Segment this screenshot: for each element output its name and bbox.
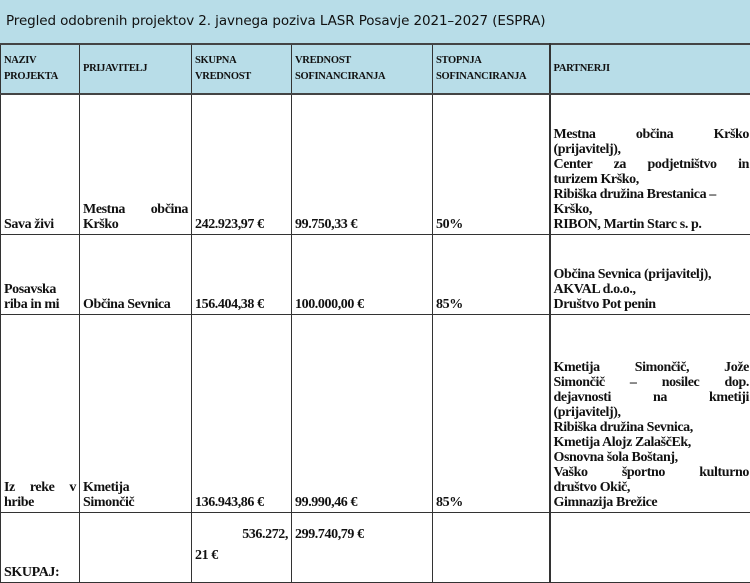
partner-line: Ribiška družina Sevnica, [554,420,750,435]
cell-text: 536.272, [195,527,288,542]
cell-partnerji [550,234,750,314]
total-row [1,512,750,582]
partner-line: Krško, [554,202,750,217]
partner-line: Simončič – nosilec dop. [554,375,750,390]
cell-total-label: SKUPAJ: [1,512,80,582]
table-row [1,314,750,512]
cell-prijavitelj [80,94,192,234]
cell-skupna-vrednost: 136.943,86 € [192,314,292,512]
header-text: VREDNOST [195,71,251,82]
partner-line: Gimnazija Brežice [554,495,750,510]
partner-line: Center za podjetništvo in [554,157,750,172]
header-prijavitelj [80,44,192,94]
cell-text: Krško [83,217,118,232]
table-row [1,234,750,314]
cell-vrednost-sofinanciranja: 100.000,00 € [292,234,433,314]
cell-stopnja: 85% [433,314,550,512]
partner-line: AKVAL d.o.o., [554,282,750,297]
table-header-row [1,44,750,94]
header-text: NAZIV [4,55,36,66]
cell-naziv [1,234,80,314]
cell-partnerji [550,94,750,234]
header-vrednost-sofinanciranja [292,44,433,94]
header-text: SOFINANCIRANJA [436,71,526,82]
partner-line: Kmetija Alojz ZalaščEk, [554,435,750,450]
cell-empty [80,512,192,582]
partner-line: Kmetija Simončič, Jože [554,360,750,375]
cell-text: 21 € [195,548,288,563]
cell-total-sofinanciranje: 299.740,79 € [292,512,433,582]
cell-text: Mestna občina [83,202,188,217]
partner-line: društvo Okič, [554,480,750,495]
cell-stopnja: 85% [433,234,550,314]
header-text: PRIJAVITELJ [83,63,147,74]
header-stopnja-sofinanciranja [433,44,550,94]
cell-text: Simončič [83,495,134,510]
header-text: PARTNERJI [554,63,610,74]
header-text: SKUPNA [195,55,236,66]
table-row [1,94,750,234]
partner-line: Mestna občina Krško [554,127,750,142]
cell-stopnja: 50% [433,94,550,234]
partner-line: Osnovna šola Boštanj, [554,450,750,465]
cell-vrednost-sofinanciranja: 99.750,33 € [292,94,433,234]
partner-line: Društvo Pot penin [554,297,750,312]
partner-line: dejavnosti na kmetiji [554,390,750,405]
cell-empty [550,512,750,582]
cell-vrednost-sofinanciranja: 99.990,46 € [292,314,433,512]
header-text: VREDNOST [295,55,351,66]
header-text: STOPNJA [436,55,482,66]
cell-text: Posavska [4,282,56,297]
cell-skupna-vrednost: 156.404,38 € [192,234,292,314]
cell-text: hribe [4,495,34,510]
projects-table [0,43,750,583]
cell-text: Iz reke v [4,480,76,495]
cell-empty [433,512,550,582]
header-text: PROJEKTA [4,71,58,82]
partner-line: turizem Krško, [554,172,750,187]
header-partnerji [550,44,750,94]
header-naziv-projekta [1,44,80,94]
cell-text: riba in mi [4,297,59,312]
cell-prijavitelj: Občina Sevnica [80,234,192,314]
cell-naziv [1,314,80,512]
partner-line: Ribiška družina Brestanica – [554,187,750,202]
partner-line: RIBON, Martin Starc s. p. [554,217,750,232]
header-text: SOFINANCIRANJA [295,71,385,82]
cell-text: Kmetija [83,480,129,495]
cell-skupna-vrednost: 242.923,97 € [192,94,292,234]
partner-line: Občina Sevnica (prijavitelj), [554,267,750,282]
partner-line: (prijavitelj), [554,405,750,420]
partner-line: (prijavitelj), [554,142,750,157]
partner-line: Vaško športno kulturno [554,465,750,480]
header-skupna-vrednost [192,44,292,94]
cell-total-skupna [192,512,292,582]
document-title: Pregled odobrenih projektov 2. javnega poziva LASR Posavje 2021–2027 (ESPRA) [0,0,750,43]
cell-naziv: Sava živi [1,94,80,234]
cell-prijavitelj [80,314,192,512]
cell-partnerji [550,314,750,512]
